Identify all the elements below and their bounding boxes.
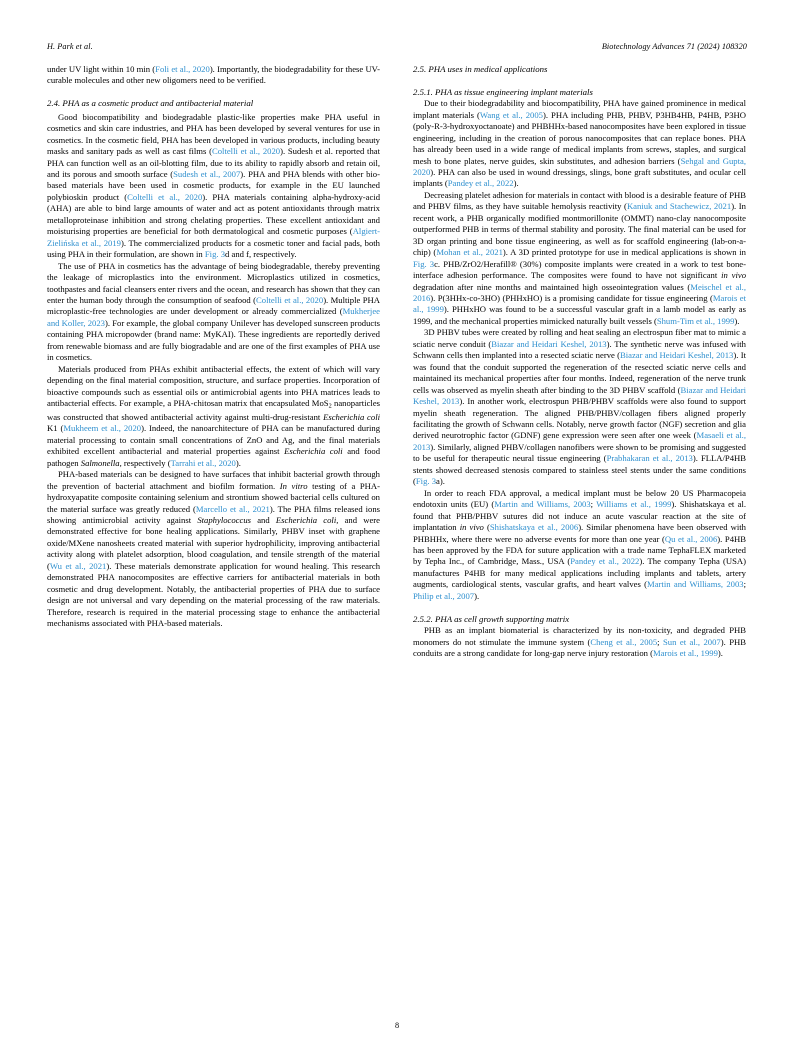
text-run: ). PHB conduits are a strong candidate for long-gap nerve injury restoration ( (413, 636, 746, 658)
text-run: Due to their biodegradability and biocompatibility, PHA have gained prominence in medical implant materials ( (413, 98, 746, 120)
text-run: d and f, respectively. (225, 249, 297, 260)
italic-phrase: In vitro (279, 480, 308, 491)
text-run: The use of PHA in cosmetics has the advantage of being biodegradable, thereby preventing the leakage of microplastics into the environment. Microplastics utilized in cosmetics, toothpastes and facial cleansers enter rivers and the ocean, and research has shown that they can enter the human body through the consumption of seafood ( (47, 260, 380, 305)
italic-species-name: Salmonella (80, 457, 120, 468)
text-run: ; (657, 636, 664, 647)
text-run: K1 ( (47, 423, 64, 434)
paragraph (47, 261, 380, 364)
paragraph-continued (47, 64, 380, 87)
text-run: ). In another work, electrospun PHB/PHBV scaffolds were also found to support myelin sheath regeneration. The aligned PHB/PHBV/collagen fibers aligned properly facilitating the growth of Schwann cells. Notably, nerve growth factor (NGF) secretion and glia derived neurotrophic factor (GDNF) gene expression were seen after one week ( (413, 396, 747, 441)
citation-link[interactable]: Foli et al., 2020 (155, 64, 210, 74)
citation-link[interactable]: Biazar and Heidari Keshel, 2013 (620, 350, 734, 361)
text-run: c. PHB/ZrO2/Herafill® (30%) composite implants were created in a work to test bone-interface adhesion performance. The composites were found to have not significant (413, 258, 746, 281)
citation-link[interactable]: Coltelli et al., 2020 (211, 146, 281, 157)
text-run: degradation after nine months and maintained high osseointegration values ( (413, 281, 691, 292)
text-run: ). PHA including PHB, PHBV, P3HB4HB, P4HB, P3HO (poly-R-3-hydroxyoctanoate) and PHBHHx-based nanocomposites have been explored in tissue engineering, including in the creation of porous nanocomposites that can replace bones. PHA has already been used in a wide range of medical implants from screws, staples, and surgical mesh to bone plates, nerve guides, skin substitutes, and adhesion barriers ( (413, 109, 746, 166)
figure-link[interactable]: Fig. 3 (204, 249, 226, 260)
text-run: ). Indeed, the nanoarchitecture of PHA can be manufactured during material processing to contain small concentrations of ZnO and Ag, and the final materials exhibited excellent antibacterial and material properties against (47, 423, 381, 457)
text-run: and food pathogen (47, 446, 381, 468)
citation-link[interactable]: Coltelli et al., 2020 (256, 295, 324, 305)
citation-link[interactable]: Marois et al., 1999 (413, 293, 746, 315)
text-run: ). Multiple PHA microplastic-free technologies are under development or already commercialized ( (47, 295, 381, 317)
citation-link[interactable]: Philip et al., 2007 (413, 590, 475, 601)
right-column (413, 64, 746, 994)
citation-link[interactable]: Martin and Williams, 2003 (494, 499, 591, 510)
citation-link[interactable]: Williams et al., 1999 (596, 499, 672, 510)
text-run: PHB as an implant biomaterial is characterized by its non-toxicity, and degraded PHB monomers do not stimulate the immune system ( (413, 625, 746, 647)
text-run: ). Similarly, aligned PHBV/collagen nanofibers were shown to be promising and suggested to be useful for therapeutic neural tissue engineering ( (413, 441, 746, 464)
text-run: ). The PHA films released ions showing antimicrobial activity against (47, 503, 380, 525)
text-run: ). The synthetic nerve was infused with Schwann cells then implanted into a resected sciatic nerve ( (413, 338, 746, 361)
text-run: ). The company Tepha (USA) manufactures P4HB for many medical applications including implants and tablets, artery augments, cardiological stents, vascular grafts, and heart valves ( (413, 556, 747, 590)
text-run: ). (717, 647, 723, 658)
italic-phrase: in vivo (721, 270, 747, 281)
figure-link[interactable]: Fig. 3 (413, 258, 435, 269)
running-head (47, 42, 747, 56)
text-run: under UV light within 10 min ( (47, 64, 156, 74)
text-run: ). (513, 178, 519, 189)
citation-link[interactable]: Marcello et al., 2021 (195, 503, 270, 514)
section-heading-2-4: 2.4. PHA as a cosmetic product and antibacterial material (47, 98, 254, 109)
two-column-body (47, 64, 747, 994)
text-run: ). PHA materials containing alpha-hydroxy-acid (AHA) are able to bind large amounts of water and act as potent antioxidants through matrix metalloproteinase inhibition and strong chelating properties. These excellent antioxidant and moisturising properties are beneficial for both dermatological and cosmetic purposes ( (47, 191, 381, 237)
citation-link[interactable]: Sudesh et al., 2007 (173, 169, 241, 180)
italic-species-name: Escherichia coli (275, 514, 337, 525)
citation-link[interactable]: Wang et al., 2005 (479, 109, 543, 120)
text-run: ). Sudesh et al. reported that PHA can function well as an oil-blotting film, due to its ability to rapidly absorb and retain oil, and its porous and smooth surface ( (47, 146, 380, 180)
section-spacer (413, 602, 746, 613)
paragraph (413, 327, 746, 487)
italic-species-name: Escherichia coli (284, 446, 343, 457)
section-spacer (413, 75, 746, 86)
citation-link[interactable]: Pandey et al., 2022 (447, 178, 514, 189)
text-run: ). A 3D printed prototype for use in medical applications is shown in (502, 247, 746, 258)
citation-link[interactable]: Pandey et al., 2022 (570, 556, 640, 567)
citation-link[interactable]: Kaniuk and Stachewicz, 2021 (626, 201, 732, 212)
text-run: ). (235, 457, 241, 468)
paragraph (413, 190, 746, 327)
citation-link[interactable]: Biazar and Heidari Keshel, 2013 (413, 384, 747, 407)
citation-link[interactable]: Biazar and Heidari Keshel, 2013 (491, 338, 607, 349)
text-run: nanoparticles was constructed that showed antibacterial activity against multi-drug-resistant (47, 398, 381, 422)
italic-phrase: in vivo (459, 522, 484, 533)
paragraph (47, 364, 380, 469)
citation-link[interactable]: Martin and Williams, 2003 (647, 579, 744, 590)
text-run: , respectively ( (119, 457, 171, 468)
text-run: testing of a PHA-hydroxyapatite composite containing selenium and strontium showed bacterial cells cultured on the material surface was greatly reduced ( (47, 480, 381, 514)
citation-link[interactable]: Qu et al., 2006 (664, 533, 718, 544)
citation-link[interactable]: Sun et al., 2007 (663, 636, 721, 647)
text-run: ). The commercialized products for a cosmetic toner and facial pads, both using PHA in their formulation, are shown in (47, 237, 380, 260)
text-run: In order to reach FDA approval, a medical implant must be below 20 US Pharmacopeia endotoxin units (EU) ( (413, 487, 746, 510)
citation-link[interactable]: Tarrahi et al., 2020 (170, 457, 236, 468)
page-number: 8 (394, 1021, 400, 1030)
text-run: ). P4HB has been approved by the FDA for suture application with a trade name TephaFLEX marketed by Tepha Inc., of Cambridge, Mass., USA ( (413, 533, 746, 567)
text-run: ( (483, 522, 490, 533)
text-run: , and were demonstrated effective for bone healing applications. Similarly, PHBV inset with graphene oxide/MXene nanosheets created material with superior hydrophilicity, improving antibacterial activity along with platelet adsorption, blood coagulation, and tensile strength of the material ( (47, 514, 380, 571)
paragraph (47, 469, 380, 629)
text-run: ). PHHxHO was found to be a successful vascular graft in a lamb model as early as 1999, and the mechanical properties mimicked naturally built vessels ( (413, 304, 746, 326)
text-run: ). PHA can also be used in wound dressings, slings, bone graft substitutes, and ocular cell implants ( (413, 167, 746, 189)
running-head-authors: H. Park et al. (47, 42, 93, 51)
text-run: a). (436, 476, 445, 487)
section-heading-2-5-1: 2.5.1. PHA as tissue engineering implant materials (413, 86, 593, 97)
citation-link[interactable]: Sehgal and Gupta, 2020 (413, 155, 746, 178)
text-run: ). (734, 315, 740, 326)
section-heading-2-5-2: 2.5.2. PHA as cell growth supporting matrix (413, 613, 570, 624)
citation-link[interactable]: Coltelli et al., 2020 (127, 191, 203, 202)
citation-link[interactable]: Algiert-Zielińska et al., 2019 (47, 226, 380, 248)
text-run: Good biocompatibility and biodegradable plastic-like properties make PHA useful in cosmetics and skin care industries, and PHA has been developed by several ventures for use in cosmetics. In the cosmetic field, PHA has been developed in various products, including beauty masks and sanitary pads as well as cast films ( (47, 111, 380, 157)
section-heading-2-5: 2.5. PHA uses in medical applications (413, 64, 548, 74)
citation-link[interactable]: Mukherjee and Koller, 2023 (47, 306, 380, 328)
citation-link[interactable]: Wu et al., 2021 (49, 560, 107, 571)
italic-species-name: Escherichia coli (323, 411, 380, 422)
text-run: ). FLLA/P4HB stents showed decreased stenosis compared to stainless steel stents under the same conditions ( (413, 453, 746, 487)
text-run: ). P(3HHx-co-3HO) (PHHxHO) is a promising candidate for tissue engineering ( (430, 293, 713, 303)
text-run: Decreasing platelet adhesion for materials in contact with blood is a desirable feature of PHB and PHBV films, as they have suitable hemolysis reactivity ( (413, 189, 746, 212)
text-run: PHA-based materials can be designed to have surfaces that inhibit bacterial growth through the prevention of bacterial attachment and biofilm formation. (47, 469, 380, 491)
paragraph (413, 488, 746, 603)
text-run: ). Similar phenomena have been observed with PHBHHx, where there were no adverse events for more than one year ( (413, 522, 746, 544)
left-column (47, 64, 380, 994)
citation-link[interactable]: Mukheem et al., 2020 (63, 423, 142, 434)
text-run: ). In recent work, a PHB organically modified montmorillonite (OMMT) nano-clay nanocomposite outperformed PHB in terms of thermal stability and porosity. The final material can be used for 3D organ printing and bone tissue engineering, as well as for scaffold engineering (lab-on-a-chip) ( (413, 201, 746, 258)
paragraph (413, 625, 746, 659)
subscript: 2 (328, 402, 332, 410)
citation-link[interactable]: Meischel et al., 2016 (413, 281, 746, 303)
text-run: ). These materials demonstrate application for wound healing. This research demonstrated PHA nanocomposites are effective carriers for antibacterial materials in both cosmetic and drug development. Notably, the antibacterial properties of PHA due to surface design are not universal and vary depending on the material processing of the raw materials. Therefore, research is required in the material processing stage to enhance the antibacterial mechanisms associated with PHA-based materials. (47, 560, 381, 629)
text-run: ). Importantly, the biodegradability for these UV-curable molecules and other new oligomers need to be verified. (47, 64, 380, 86)
text-run: 3D PHBV tubes were created by rolling and heat sealing an electrospun fiber mat to mimic a sciatic nerve conduit ( (413, 327, 746, 349)
figure-link[interactable]: Fig. 3 (415, 476, 437, 487)
text-run: ; (590, 499, 597, 510)
text-run: ). Shishatskaya et al. found that PHB/PHBV sutures did not induce an acute vascular reaction at the site of implantation (413, 499, 747, 533)
text-run: Materials produced from PHAs exhibit antibacterial effects, the extent of which will vary depending on the final material composition, structure, and surface properties. Incorporation of bioactive compounds such as essential oils or antimicrobial agents into PHA matrices leads to antibacterial effects. For example, a PHA-chitosan matrix that encapsulated MoS (47, 363, 380, 409)
text-run: ). PHA and PHA blends with other bio-based materials have been used in cosmetic products, for example in the EU launched polybioskin product ( (47, 169, 380, 202)
citation-link[interactable]: Shishatskaya et al., 2006 (489, 522, 579, 533)
citation-link[interactable]: Prabhakaran et al., 2013 (606, 453, 693, 464)
citation-link[interactable]: Mohan et al., 2021 (436, 247, 503, 258)
text-run: ). (474, 590, 480, 601)
citation-link[interactable]: Masaeli et al., 2013 (413, 430, 746, 452)
citation-link[interactable]: Marois et al., 1999 (652, 647, 718, 658)
text-run: and (251, 514, 276, 525)
text-run: ). For example, the global company Unilever has developed sunscreen products containing PHA micropowder (brand name: MyKAI). These ingredients are reportedly derived from renewable biomass and are fully biogradable and are one of the first examples of PHA use in cosmetics. (47, 317, 380, 363)
running-head-journal-reference: Biotechnology Advances 71 (2024) 108320 (601, 42, 747, 51)
paragraph (413, 98, 746, 190)
paragraph (47, 112, 380, 261)
section-spacer (47, 87, 380, 98)
text-run: ). It was found that the conduit supported the regeneration of the resected sciatic nerve cells and maintained its mechanical properties after four months. Indeed, regeneration of the nerve trunk cells was observed as myelin sheath after binding to the 3D PHBV scaffold ( (413, 350, 746, 395)
citation-link[interactable]: Shum-Tim et al., 1999 (656, 315, 735, 326)
citation-link[interactable]: Cheng et al., 2005 (590, 636, 658, 647)
text-run: ; (743, 579, 746, 590)
italic-species-name: Staphylococcus (197, 514, 251, 525)
